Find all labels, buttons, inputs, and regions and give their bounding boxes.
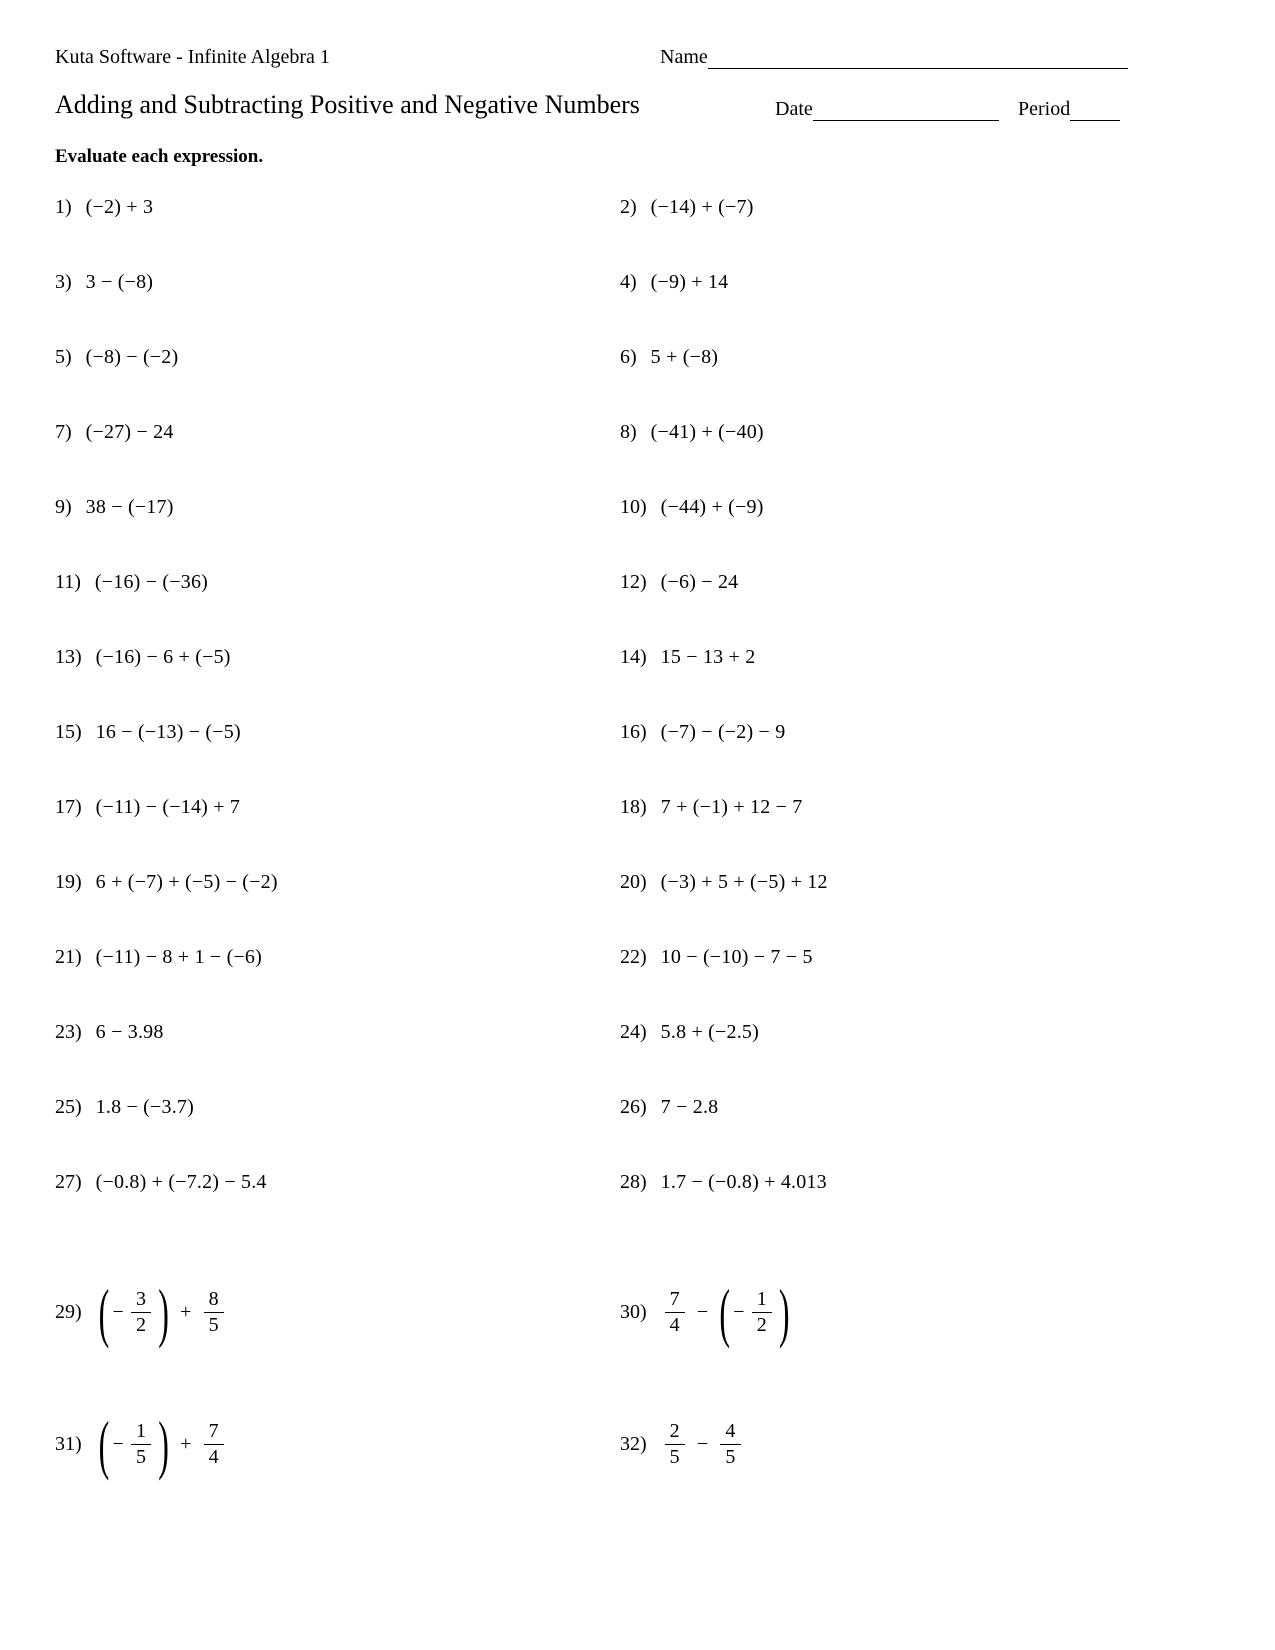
expression-text: (−8) − (−2) (85, 346, 179, 368)
problem-number: 24) (620, 1021, 647, 1043)
problem-number: 26) (620, 1096, 647, 1118)
fraction-numerator: 4 (720, 1420, 740, 1444)
expression-text: 3 − (−8) (85, 271, 154, 293)
fraction-numerator: 1 (131, 1420, 151, 1444)
fraction-numerator: 7 (665, 1288, 685, 1312)
problem-expression (86, 271, 153, 293)
problem-number: 31) (55, 1432, 82, 1455)
problem-item (620, 571, 1275, 646)
expression-text: (−16) − 6 + (−5) (95, 646, 231, 668)
problem-expression (95, 571, 208, 593)
problem-item (55, 1021, 620, 1096)
fraction (131, 1420, 151, 1468)
problem-number: 12) (620, 571, 647, 593)
expression-text: 16 − (−13) − (−5) (95, 721, 241, 743)
expression-text: (−27) − 24 (85, 421, 174, 443)
date-blank-line (813, 99, 999, 121)
problem-item (620, 946, 1275, 1021)
fraction-denominator: 5 (208, 1313, 219, 1336)
problem-item (55, 421, 620, 496)
period-field-group (1018, 98, 1120, 121)
problem-number: 1) (55, 196, 72, 218)
problem-expression (661, 946, 813, 968)
problem-item (620, 1171, 1275, 1246)
date-field-group (775, 98, 999, 121)
problem-expression (661, 571, 739, 593)
problem-number: 32) (620, 1432, 647, 1455)
problem-number: 23) (55, 1021, 82, 1043)
problem-expression (96, 646, 231, 668)
problem-number: 15) (55, 721, 82, 743)
expression-text: 5 + (−8) (650, 346, 719, 368)
problem-expression (96, 1407, 228, 1481)
problem-item (55, 1378, 620, 1510)
name-label: Name (660, 46, 708, 68)
expression-text: (−9) + 14 (650, 271, 729, 293)
problem-item (55, 646, 620, 721)
problem-expression (96, 1021, 164, 1043)
problem-expression (651, 196, 754, 218)
expression-text: 1.7 − (−0.8) + 4.013 (660, 1171, 827, 1193)
problem-number: 5) (55, 346, 72, 368)
fraction-denominator: 4 (208, 1445, 219, 1468)
problem-expression (96, 1171, 267, 1193)
expression-text: (−11) − (−14) + 7 (95, 796, 241, 818)
problem-expression (661, 1096, 719, 1118)
fraction-denominator: 5 (136, 1445, 147, 1468)
fraction-numerator: 3 (131, 1288, 151, 1312)
fraction-denominator: 2 (756, 1313, 767, 1336)
fraction-denominator: 2 (136, 1313, 147, 1336)
problem-expression (661, 871, 828, 893)
expression-text: 10 − (−10) − 7 − 5 (660, 946, 813, 968)
problem-number: 20) (620, 871, 647, 893)
fraction-denominator: 4 (669, 1313, 680, 1336)
expression-text: (−41) + (−40) (650, 421, 764, 443)
problem-number: 14) (620, 646, 647, 668)
problem-item (55, 571, 620, 646)
problem-item (55, 946, 620, 1021)
operator: + (180, 1300, 192, 1323)
fraction-numerator: 1 (752, 1288, 772, 1312)
expression-text: 1.8 − (−3.7) (95, 1096, 194, 1118)
fraction (204, 1420, 224, 1468)
fraction-denominator: 5 (725, 1445, 736, 1468)
problem-number: 19) (55, 871, 82, 893)
problem-number: 21) (55, 946, 82, 968)
problem-item (55, 346, 620, 421)
problem-number: 6) (620, 346, 637, 368)
problem-expression (661, 646, 756, 668)
problems-grid (55, 196, 1275, 1510)
problem-item (620, 271, 1275, 346)
problem-item (55, 871, 620, 946)
problem-number: 30) (620, 1300, 647, 1323)
operator: − (696, 1432, 709, 1455)
problem-item (620, 796, 1275, 871)
expression-text: 38 − (−17) (85, 496, 174, 518)
brand-text: Kuta Software - Infinite Algebra 1 (55, 46, 330, 68)
expression-text: 5.8 + (−2.5) (660, 1021, 759, 1043)
problem-expression (661, 496, 764, 518)
open-paren: ( (719, 1275, 731, 1349)
expression-text: (−14) + (−7) (650, 196, 754, 218)
expression-text: 6 + (−7) + (−5) − (−2) (95, 871, 278, 893)
problem-item (620, 1378, 1275, 1510)
problem-item (55, 271, 620, 346)
fraction (720, 1420, 740, 1468)
problem-number: 17) (55, 796, 82, 818)
fraction-denominator: 5 (669, 1445, 680, 1468)
problem-expression (96, 721, 241, 743)
close-paren: ) (158, 1275, 170, 1349)
problem-expression (86, 421, 174, 443)
problem-item (620, 646, 1275, 721)
problem-item (620, 421, 1275, 496)
fraction-numerator: 2 (665, 1420, 685, 1444)
problem-number: 28) (620, 1171, 647, 1193)
problem-expression (661, 721, 786, 743)
negative-sign: − (112, 1432, 125, 1455)
problem-item (620, 496, 1275, 571)
problem-expression (96, 1275, 228, 1349)
problem-item (620, 346, 1275, 421)
problem-expression (661, 1275, 793, 1349)
problem-number: 3) (55, 271, 72, 293)
problem-number: 13) (55, 646, 82, 668)
problem-expression (96, 871, 278, 893)
open-paren: ( (98, 1275, 110, 1349)
problem-number: 16) (620, 721, 647, 743)
fraction (665, 1288, 685, 1336)
problem-number: 7) (55, 421, 72, 443)
fraction (131, 1288, 151, 1336)
problem-item (620, 1246, 1275, 1378)
problem-expression (86, 496, 174, 518)
problem-expression (96, 796, 240, 818)
problem-expression (96, 1096, 194, 1118)
problem-item (620, 1021, 1275, 1096)
problem-item (620, 1096, 1275, 1171)
problem-number: 9) (55, 496, 72, 518)
negative-sign: − (733, 1300, 745, 1323)
problem-item (55, 1171, 620, 1246)
negative-sign: − (112, 1300, 125, 1323)
problem-number: 29) (55, 1300, 82, 1323)
problem-number: 25) (55, 1096, 82, 1118)
problem-expression (661, 1420, 745, 1468)
expression-text: (−44) + (−9) (660, 496, 764, 518)
expression-text: (−11) − 8 + 1 − (−6) (95, 946, 262, 968)
expression-text: 15 − 13 + 2 (660, 646, 756, 668)
expression-text: 7 − 2.8 (660, 1096, 719, 1118)
expression-text: (−3) + 5 + (−5) + 12 (660, 871, 828, 893)
close-paren: ) (158, 1407, 170, 1481)
title-row (0, 90, 1275, 142)
expression-text: (−6) − 24 (660, 571, 739, 593)
fraction-numerator: 7 (204, 1420, 224, 1444)
expression-text: (−7) − (−2) − 9 (660, 721, 786, 743)
operator: + (180, 1432, 192, 1455)
problem-item (55, 1096, 620, 1171)
fraction (665, 1420, 685, 1468)
problem-item (55, 496, 620, 571)
problem-number: 22) (620, 946, 647, 968)
name-blank-line (708, 47, 1128, 69)
open-paren: ( (98, 1407, 110, 1481)
date-label: Date (775, 98, 813, 120)
problem-number: 4) (620, 271, 637, 293)
period-label: Period (1018, 98, 1071, 120)
problem-expression (661, 1021, 759, 1043)
problem-expression (96, 946, 262, 968)
fraction (204, 1288, 224, 1336)
header-row (0, 46, 1275, 90)
problem-item (55, 796, 620, 871)
problem-expression (661, 796, 803, 818)
problem-expression (661, 1171, 827, 1193)
problem-expression (86, 196, 153, 218)
problem-number: 11) (55, 571, 81, 593)
period-blank-line (1070, 99, 1120, 121)
expression-text: 6 − 3.98 (95, 1021, 164, 1043)
close-paren: ) (778, 1275, 790, 1349)
problem-number: 27) (55, 1171, 82, 1193)
problem-number: 2) (620, 196, 637, 218)
problem-number: 18) (620, 796, 647, 818)
expression-text: (−0.8) + (−7.2) − 5.4 (95, 1171, 267, 1193)
problem-item (620, 721, 1275, 796)
problem-item (620, 871, 1275, 946)
expression-text: (−2) + 3 (85, 196, 154, 218)
problem-expression (651, 421, 764, 443)
fraction-numerator: 8 (204, 1288, 224, 1312)
problem-item (55, 196, 620, 271)
problem-expression (651, 346, 718, 368)
problem-item (55, 721, 620, 796)
page-title: Adding and Subtracting Positive and Negative Numbers (55, 90, 640, 119)
problem-number: 10) (620, 496, 647, 518)
problem-item (55, 1246, 620, 1378)
expression-text: 7 + (−1) + 12 − 7 (660, 796, 803, 818)
instructions-text: Evaluate each expression. (55, 146, 264, 167)
problem-number: 8) (620, 421, 637, 443)
expression-text: (−16) − (−36) (94, 571, 209, 593)
problem-expression (651, 271, 729, 293)
problem-item (620, 196, 1275, 271)
operator: − (696, 1300, 709, 1323)
problem-expression (86, 346, 179, 368)
fraction (752, 1288, 772, 1336)
name-field-group (660, 46, 1128, 69)
